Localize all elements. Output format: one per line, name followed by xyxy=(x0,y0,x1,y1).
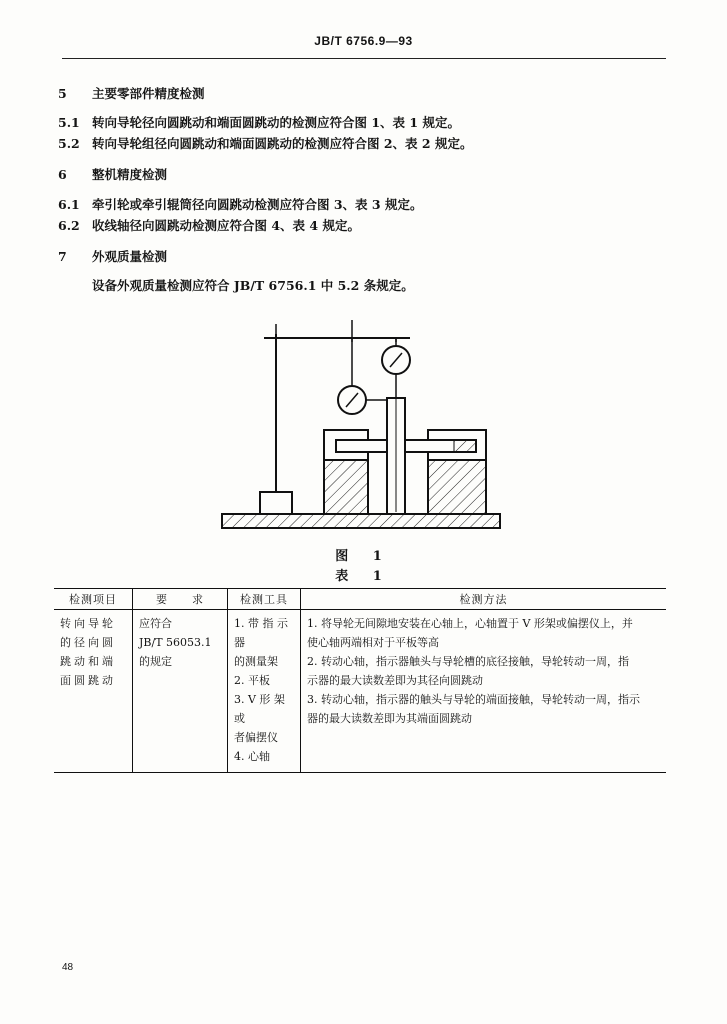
tool-line: 者偏摆仪 xyxy=(234,731,278,744)
base-plate xyxy=(222,514,500,528)
section-number: 6 xyxy=(58,167,67,182)
clause-number: 6.1 xyxy=(58,197,80,212)
clause-5-2 xyxy=(58,134,472,152)
method-line: 示器的最大读数差即为其径向圆跳动 xyxy=(307,674,483,687)
col-header-method: 检测方法 xyxy=(301,589,667,610)
clause-number: 6.2 xyxy=(58,218,80,233)
section-7 xyxy=(58,247,167,265)
document-header: JB/T 6756.9—93 xyxy=(314,34,413,48)
appearance-paragraph: 设备外观质量检测应符合 JB/T 6756.1 中 5.2 条规定。 xyxy=(92,278,414,293)
section-title: 外观质量检测 xyxy=(92,249,168,264)
tool-line: 1. 带 指 示 器 xyxy=(234,617,288,649)
section-title: 整机精度检测 xyxy=(92,167,168,182)
face-dial-indicator xyxy=(338,386,388,414)
table-1 xyxy=(54,588,666,773)
figure-1-diagram xyxy=(210,312,510,542)
method-line: 1. 将导轮无间隙地安装在心轴上，心轴置于 V 形架或偏摆仪上，并 xyxy=(307,617,633,630)
clause-6-1 xyxy=(58,195,422,213)
requirement-line: JB/T 56053.1 xyxy=(139,636,212,649)
radial-dial-indicator xyxy=(382,338,410,398)
table-caption: 表 1 xyxy=(335,569,392,584)
clause-6-2 xyxy=(58,216,360,234)
requirement-line: 应符合 xyxy=(139,617,172,630)
guide-wheel xyxy=(387,398,405,514)
tool-line: 的测量架 xyxy=(234,655,278,668)
clause-number: 5.1 xyxy=(58,115,80,130)
col-header-tools: 检测工具 xyxy=(228,589,301,610)
tool-line: 4. 心轴 xyxy=(234,750,270,763)
method-line: 使心轴两端相对于平板等高 xyxy=(307,636,439,649)
section-number: 7 xyxy=(58,249,67,264)
header-rule xyxy=(62,58,666,59)
tool-line: 3. V 形 架 或 xyxy=(234,693,285,725)
method-line: 2. 转动心轴，指示器触头与导轮槽的底径接触，导轮转动一周，指 xyxy=(307,655,629,668)
section-5 xyxy=(58,84,205,102)
clause-text: 收线轴径向圆跳动检测应符合图 4、表 4 规定。 xyxy=(92,218,360,233)
table-header-row xyxy=(54,589,666,610)
tool-line: 2. 平板 xyxy=(234,674,270,687)
clause-5-1 xyxy=(58,113,460,131)
cell-tools xyxy=(228,610,301,773)
requirement-line: 的规定 xyxy=(139,655,172,668)
figure-caption: 图 1 xyxy=(335,549,392,564)
col-header-requirement: 要 求 xyxy=(133,589,228,610)
section-6 xyxy=(58,165,167,183)
col-header-item: 检测项目 xyxy=(54,589,133,610)
method-line: 3. 转动心轴，指示器的触头与导轮的端面接触，导轮转动一周，指示 xyxy=(307,693,640,706)
method-line: 器的最大读数差即为其端面圆跳动 xyxy=(307,712,472,725)
page-number: 48 xyxy=(62,962,74,973)
clause-text: 牵引轮或牵引辊筒径向圆跳动检测应符合图 3、表 3 规定。 xyxy=(92,197,423,212)
cell-method xyxy=(301,610,667,773)
clause-text: 转向导轮径向圆跳动和端面圆跳动的检测应符合图 1、表 1 规定。 xyxy=(92,115,460,130)
section-number: 5 xyxy=(58,86,67,101)
clause-text: 转向导轮组径向圆跳动和端面圆跳动的检测应符合图 2、表 2 规定。 xyxy=(92,136,473,151)
section-title: 主要零部件精度检测 xyxy=(92,86,205,101)
table-row xyxy=(54,610,666,773)
cell-item: 转向导轮的径向圆跳动和端面圆跳动 xyxy=(54,610,133,773)
cell-requirement xyxy=(133,610,228,773)
clause-number: 5.2 xyxy=(58,136,80,151)
